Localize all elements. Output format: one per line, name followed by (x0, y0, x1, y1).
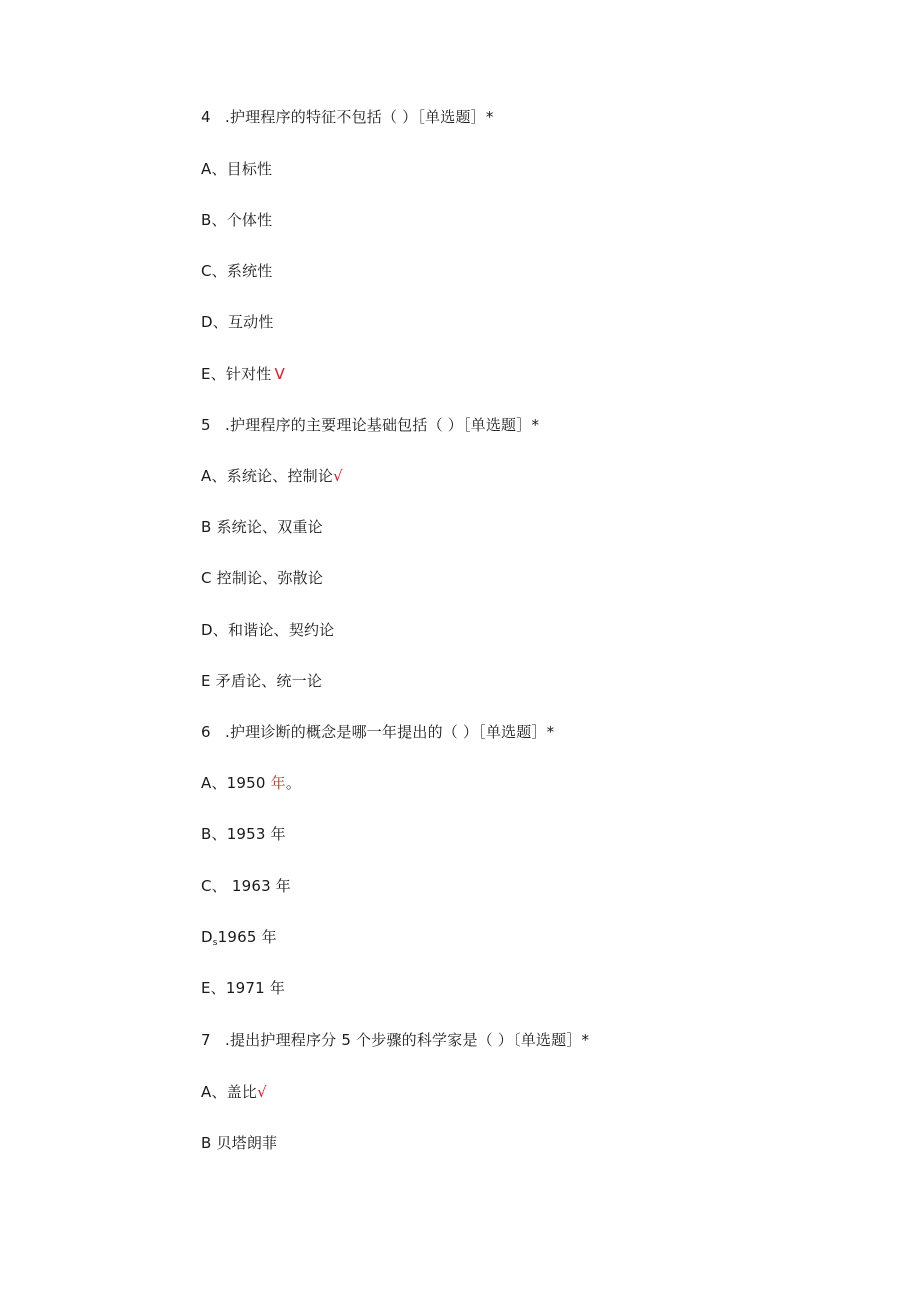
option-q5-d: D、和谐论、契约论 (201, 621, 335, 639)
question-text: .护理程序的主要理论基础包括（ ）［单选题］* (225, 416, 540, 434)
option-q6-d: $D_s1965$ 年 (201, 928, 277, 948)
question-5-stem (201, 415, 539, 435)
option-q5-c: C 控制论、弥散论 (201, 569, 324, 587)
option-q5-a: A、系统论、控制论√ (201, 467, 343, 485)
question-text: .提出护理程序分 5 个步骤的科学家是（ ）〔单选题］* (225, 1031, 590, 1049)
correct-answer-mark: V (274, 365, 285, 383)
highlighted-char: 年 (270, 774, 286, 792)
option-q7-a: A、盖比√ (201, 1083, 267, 1101)
option-q6-a: A、1950 年。 (201, 774, 302, 792)
option-q5-b: B 系统论、双重论 (201, 518, 323, 536)
question-6-stem (201, 722, 554, 742)
question-7-stem (201, 1030, 589, 1050)
question-4-stem (201, 107, 494, 127)
option-q6-c: C、 1963 年 (201, 877, 291, 895)
option-q4-c: C、系统性 (201, 262, 273, 280)
option-q4-e: E、针对性 V (201, 365, 285, 383)
option-q6-e: E、1971 年 (201, 979, 286, 997)
question-number: 6 (201, 723, 211, 741)
option-q5-e: E 矛盾论、统一论 (201, 672, 323, 690)
option-q4-a: A、目标性 (201, 160, 273, 178)
question-number: 7 (201, 1031, 211, 1049)
correct-answer-mark: √ (333, 467, 343, 485)
option-q6-b: B、1953 年 (201, 825, 286, 843)
option-q7-b: B 贝塔朗菲 (201, 1134, 278, 1152)
question-number: 5 (201, 416, 211, 434)
correct-answer-mark: √ (257, 1083, 267, 1101)
question-text: .护理程序的特征不包括（ ）［单选题］* (225, 108, 494, 126)
question-number: 4 (201, 108, 211, 126)
question-text: .护理诊断的概念是哪一年提出的（ ）［单选题］* (225, 723, 555, 741)
option-q4-b: B、个体性 (201, 211, 273, 229)
option-q4-d: D、互动性 (201, 313, 274, 331)
